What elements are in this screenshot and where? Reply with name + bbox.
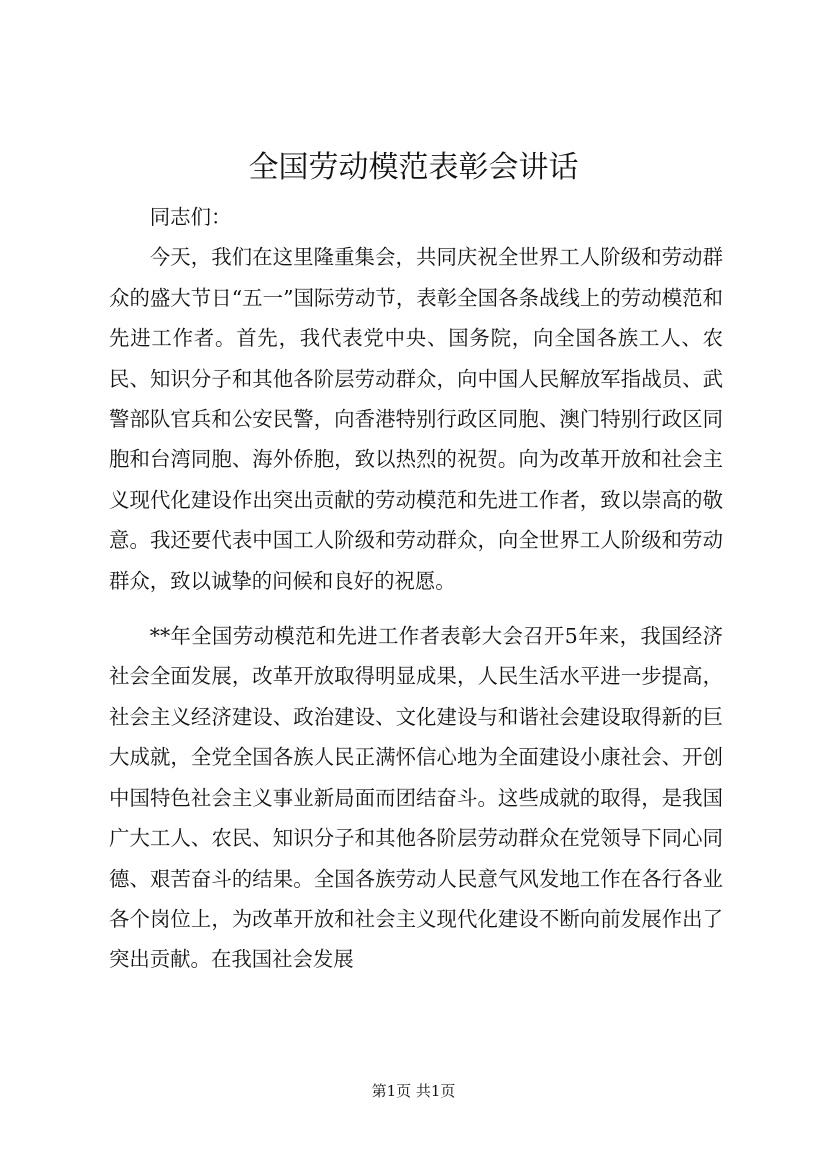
document-title: 全国劳动模范表彰会讲话 xyxy=(248,150,579,185)
page-footer: 第1页 共1页 xyxy=(371,1082,456,1100)
paragraph-2: **年全国劳动模范和先进工作者表彰大会召开5年来，我国经济社会全面发展，改革开放取得明显成果，人民生活水平进一步提高，社会主义经济建设、政治建设、文化建设与和谐社会建设取得新的巨大成就，全党全国各族人民正满怀信心地为全面建设小康社会、开创中国特色社会主义事业新局面而团结奋斗。这些成就的取得，是我国广大工人、农民、知识分子和其他各阶层劳动群众在党领导下同心同德、艰苦奋斗的结果。全国各族劳动人民意气风发地工作在各行各业各个岗位上，为改革开放和社会主义现代化建设不断向前发展作出了突出贡献。在我国社会发展 xyxy=(109,624,723,972)
document-body xyxy=(109,197,723,980)
paragraph-1: 今天，我们在这里隆重集会，共同庆祝全世界工人阶级和劳动群众的盛大节日“五一”国际劳动节，表彰全国各条战线上的劳动模范和先进工作者。首先，我代表党中央、国务院，向全国各族工人、农民、知识分子和其他各阶层劳动群众，向中国人民解放军指战员、武警部队官兵和公安民警，向香港特别行政区同胞、澳门特别行政区同胞和台湾同胞、海外侨胞，致以热烈的祝贺。向为改革开放和社会主义现代化建设作出突出贡献的劳动模范和先进工作者，致以崇高的敬意。我还要代表中国工人阶级和劳动群众，向全世界工人阶级和劳动群众，致以诚挚的问候和良好的祝愿。 xyxy=(109,245,723,593)
salutation: 同志们： xyxy=(149,205,232,229)
